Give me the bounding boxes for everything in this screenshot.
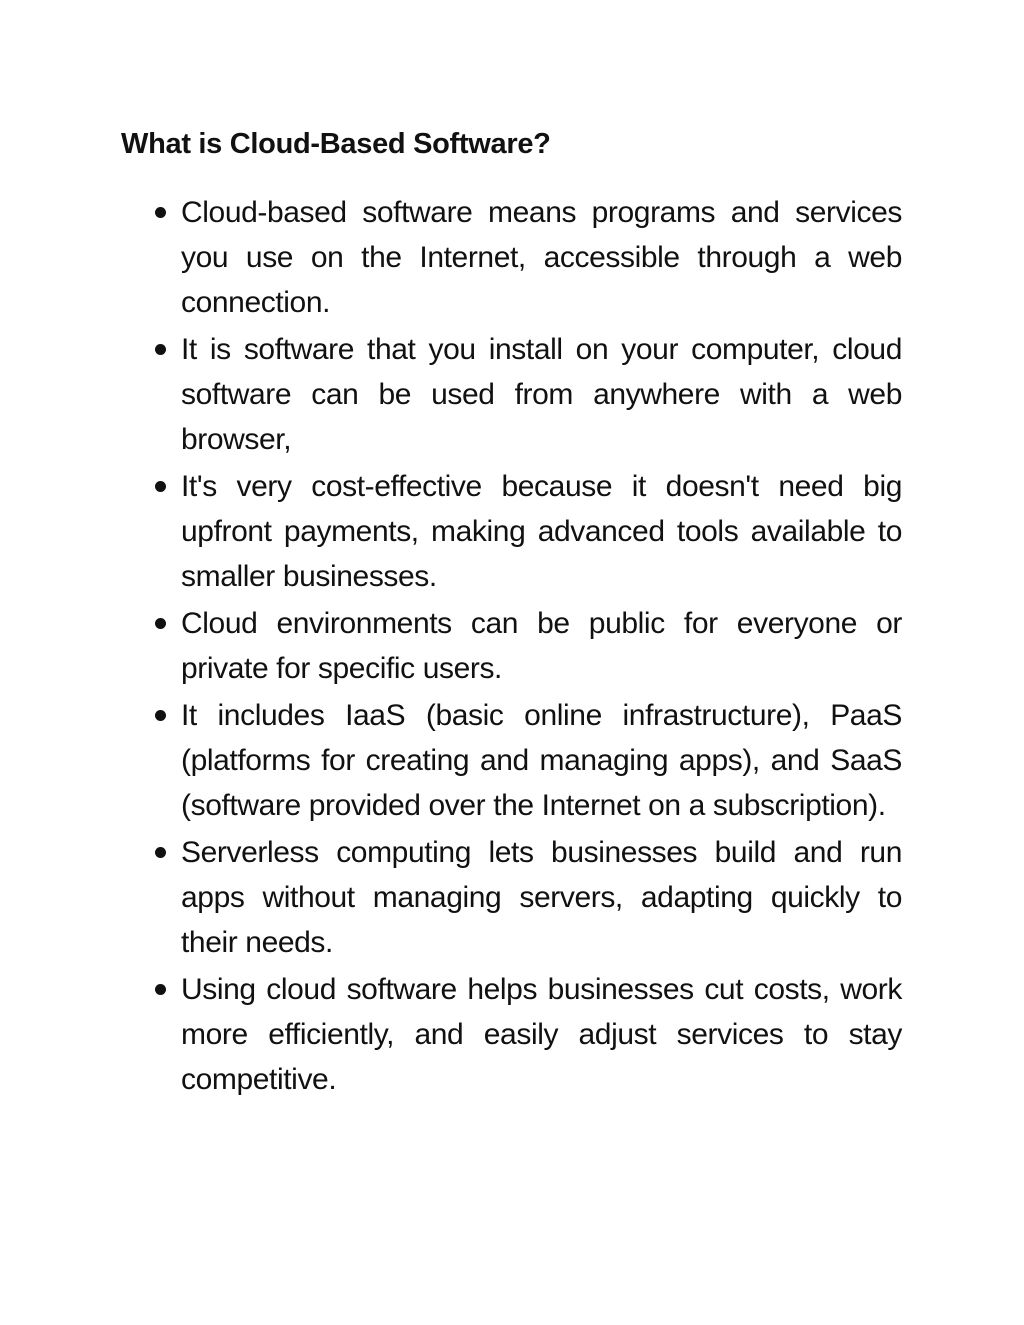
list-item: [181, 830, 902, 965]
list-item: [181, 190, 902, 325]
list-item-text: Serverless computing lets businesses build and run apps without managing servers, adapting quickly to their needs.: [181, 836, 902, 959]
list-item-text: Cloud environments can be public for everyone or private for specific users.: [181, 607, 902, 685]
list-item: [181, 601, 902, 691]
page-title: What is Cloud-Based Software?: [121, 128, 551, 160]
list-item: [181, 967, 902, 1102]
bullet-icon: [155, 481, 166, 492]
list-item-text: Cloud-based software means programs and services you use on the Internet, accessible through a web connection.: [181, 196, 902, 319]
bullet-icon: [155, 207, 166, 218]
bullet-icon: [155, 710, 166, 721]
bullet-list: [181, 190, 902, 1104]
list-item-text: It is software that you install on your computer, cloud software can be used from anywhere with a web browser,: [181, 333, 902, 456]
bullet-icon: [155, 847, 166, 858]
list-item-text: It includes IaaS (basic online infrastructure), PaaS (platforms for creating and managing apps), and SaaS (software provided over the Internet on a subscription).: [181, 699, 902, 822]
list-item: [181, 464, 902, 599]
bullet-icon: [155, 984, 166, 995]
list-item: [181, 693, 902, 828]
bullet-icon: [155, 618, 166, 629]
list-item-text: Using cloud software helps businesses cut costs, work more efficiently, and easily adjust services to stay competitive.: [181, 973, 902, 1096]
bullet-icon: [155, 344, 166, 355]
list-item: [181, 327, 902, 462]
list-item-text: It's very cost-effective because it doesn't need big upfront payments, making advanced tools available to smaller businesses.: [181, 470, 902, 593]
